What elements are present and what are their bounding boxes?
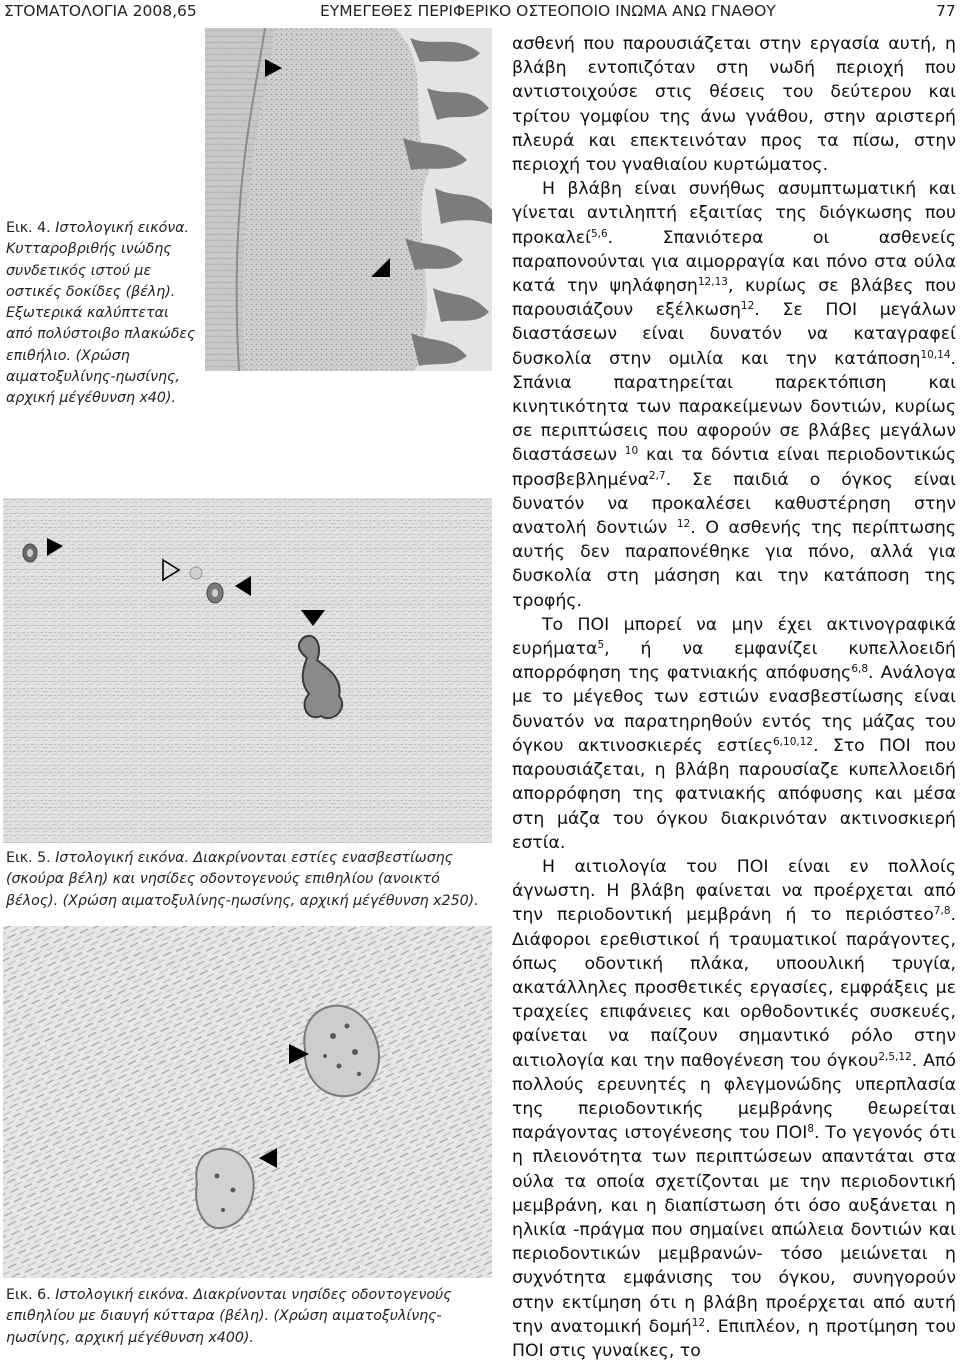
figure-5-image	[3, 498, 492, 843]
text-run: και τα δόντια είναι περιοδοντικώς προσβεβλημένα	[512, 445, 956, 490]
text-run: . Σε παιδιά ο όγκος είναι δυνατόν να προκαλέσει καθυστέρηση στην ανατολή δοντιών	[512, 469, 956, 539]
text-run: . Σε ΠΟΙ μεγάλων διαστάσεων είναι δυνατόν να καταγραφεί δυσκολία στην ομιλία και την κατάποση	[512, 300, 956, 369]
text-run: . Επιπλέον, η προτίμηση του ΠΟΙ στις γυναίκες, το	[512, 1316, 957, 1361]
text-run: . Διάφοροι ερεθιστικοί ή τραυματικοί παράγοντες, όπως οδοντική πλάκα, υποουλική τρυγία, ακατάλληλες προσθετικές εργασίες, εμφράξεις με τραχείες επιφάνειες και ορθοδοντικές συσκευές, φαίνεται να παίζουν σημαντικό ρόλο στην αιτιολογία και την παθογένεση του όγκου	[512, 905, 956, 1071]
figure-5-label: Εικ. 5.	[6, 850, 51, 866]
citation: 5	[597, 639, 605, 652]
text-run: , κυρίως σε βλάβες που παρουσιάζουν εξέλκωση	[512, 276, 956, 321]
citation: 10	[624, 445, 639, 458]
paragraph	[512, 613, 956, 855]
text-run: Το ΠΟΙ μπορεί να μην έχει ακτινογραφικά ευρήματα	[512, 614, 956, 660]
figure-4-image	[205, 28, 492, 371]
page-number: 77	[936, 2, 956, 20]
text-run: . Το γεγονός ότι η πλειονότητα των περιπτώσεων απαντάται στα ούλα τα οποία σχετίζονται με την περιοδοντική μεμβράνη, και η διαπίστωση ότι όσο αυξάνεται η ηλικία -πράγμα που σημαίνει απώλεια δοντιών και περιοδοντικών μεμβρανών- τόσο μειώνεται η συχνότητα εμφάνισης του όγκου, συνηγορούν στην εκτίμηση ότι η βλάβη προέρχεται από αυτή την ανατομική δομή	[512, 1123, 956, 1337]
text-run: Η αιτιολογία του ΠΟΙ είναι εν πολλοίς άγνωστη. Η βλάβη φαίνεται να προέρχεται από την περιοδοντική μεμβράνη ή το περιόστεο	[512, 856, 956, 926]
citation: 12	[740, 300, 755, 313]
article-running-title: ΕΥΜΕΓΕΘΕΣ ΠΕΡΙΦΕΡΙΚΟ ΟΣΤΕΟΠΟΙΟ ΙΝΩΜΑ ΑΝΩ ΓΝΑΘΟΥ	[320, 2, 776, 20]
figure-6-label: Εικ. 6.	[6, 1287, 51, 1303]
paragraph	[512, 855, 956, 1363]
text-run: . Στο ΠΟΙ που παρουσιάζεται, η βλάβη παρουσίαζε κυπελλοειδή απορρόφηση της φατνιακής απόφυσης και μέσα στη μάζα του όγκου διακρινόταν ακτινοσκιερή εστία.	[512, 735, 956, 853]
text-run: . Σπάνια παρατηρείται παρεκτόπιση και κινητικότητα των παρακείμενων δοντιών, κυρίως σε περιπτώσεις που αφορούν σε βλάβες μεγάλων διαστάσεων	[512, 348, 956, 466]
running-header	[0, 0, 960, 24]
figure-6-caption-text: Ιστολογική εικόνα. Διακρίνονται νησίδες οδοντογενούς επιθηλίου με διαυγή κύτταρα (βέλη). (Χρώση αιματοξυλίνης-ηωσίνης, αρχική μέγέθυνση x400).	[6, 1287, 452, 1346]
text-run: . Σπανιότερα οι ασθενείς παραπονούνται για αιμορραγία και πόνο στα ούλα κατά την ψηλάφηση	[512, 227, 956, 297]
citation: 12	[676, 518, 691, 531]
text-run: . Ανάλογα με το μέγεθος των εστιών ενασβεστίωσης είναι δυνατόν να παρατηρηθούν εντός της μάζας του όγκου ακτινοσκιερές εστίες	[512, 663, 956, 756]
figure-4-caption	[6, 218, 198, 410]
citation: 6,8	[851, 663, 869, 676]
figure-4-caption-text: Ιστολογική εικόνα. Κυτταροβριθής ινώδης συνδετικός ιστού με οστικές δοκίδες (βέλη). Εξωτερικά καλύπτεται από πολύστοιβο πλακώδες επιθήλιο. (Χρώση αιματοξυλίνης-ηωσίνης, αρχική μέγέθυνση x40).	[6, 220, 196, 407]
body-text-column	[512, 32, 956, 1363]
citation: 2,7	[648, 469, 666, 482]
citation: 6,10,12	[773, 735, 814, 748]
citation: 8	[807, 1123, 815, 1136]
figure-5-micrograph	[3, 498, 492, 843]
citation: 12,13	[697, 276, 728, 289]
text-run: . Ο ασθενής της περίπτωσης αυτής δεν παραπονέθηκε για πόνο, αλλά για δυσκολία στη μάσηση και την κατάποση της τροφής.	[512, 518, 956, 611]
citation: 2,5,12	[878, 1050, 912, 1063]
journal-name: ΣΤΟΜΑΤΟΛΟΓΙΑ 2008,65	[4, 2, 197, 20]
figure-6-image	[3, 926, 492, 1278]
figure-4-micrograph	[205, 28, 492, 371]
figure-4-label: Εικ. 4.	[6, 220, 51, 236]
figure-6-caption	[6, 1285, 492, 1349]
text-run: , ή να εμφανίζει κυπελλοειδή απορρόφηση της φατνιακής απόφυσης	[512, 639, 956, 684]
citation: 7,8	[933, 905, 951, 918]
paragraph	[512, 32, 956, 177]
citation: 12	[691, 1316, 706, 1329]
text-run: ασθενή που παρουσιάζεται στην εργασία αυτή, η βλάβη εντοπιζόταν στη νωδή περιοχή που αντιστοιχούσε στις θέσεις του δεύτερου και τρίτου γομφίου της άνω γνάθου, στην αριστερή πλευρά και επεκτεινόταν προς τα πίσω, στην περιοχή του γναθιαίου κυρτώματος.	[512, 34, 956, 176]
figure-5-caption-text: Ιστολογική εικόνα. Διακρίνονται εστίες ενασβεστίωσης (σκούρα βέλη) και νησίδες οδοντογενούς επιθηλίου (ανοικτό βέλος). (Χρώση αιματοξυλίνης-ηωσίνης, αρχική μέγέθυνση x250).	[6, 850, 479, 909]
text-run: Η βλάβη είναι συνήθως ασυμπτωματική και γίνεται αντιληπτή εξαιτίας της διόγκωσης που προκαλεί	[512, 179, 956, 248]
figure-5-caption	[6, 848, 492, 912]
text-run: . Από πολλούς ερευνητές η φλεγμονώδης υπερπλασία της περιοδοντικής μεμβράνης θεωρείται παράγοντας ιστογένεσης του ΠΟΙ	[512, 1050, 956, 1144]
citation: 10,14	[920, 348, 951, 361]
figure-6-micrograph	[3, 926, 492, 1278]
paragraph	[512, 177, 956, 613]
citation: 5,6	[590, 227, 608, 240]
